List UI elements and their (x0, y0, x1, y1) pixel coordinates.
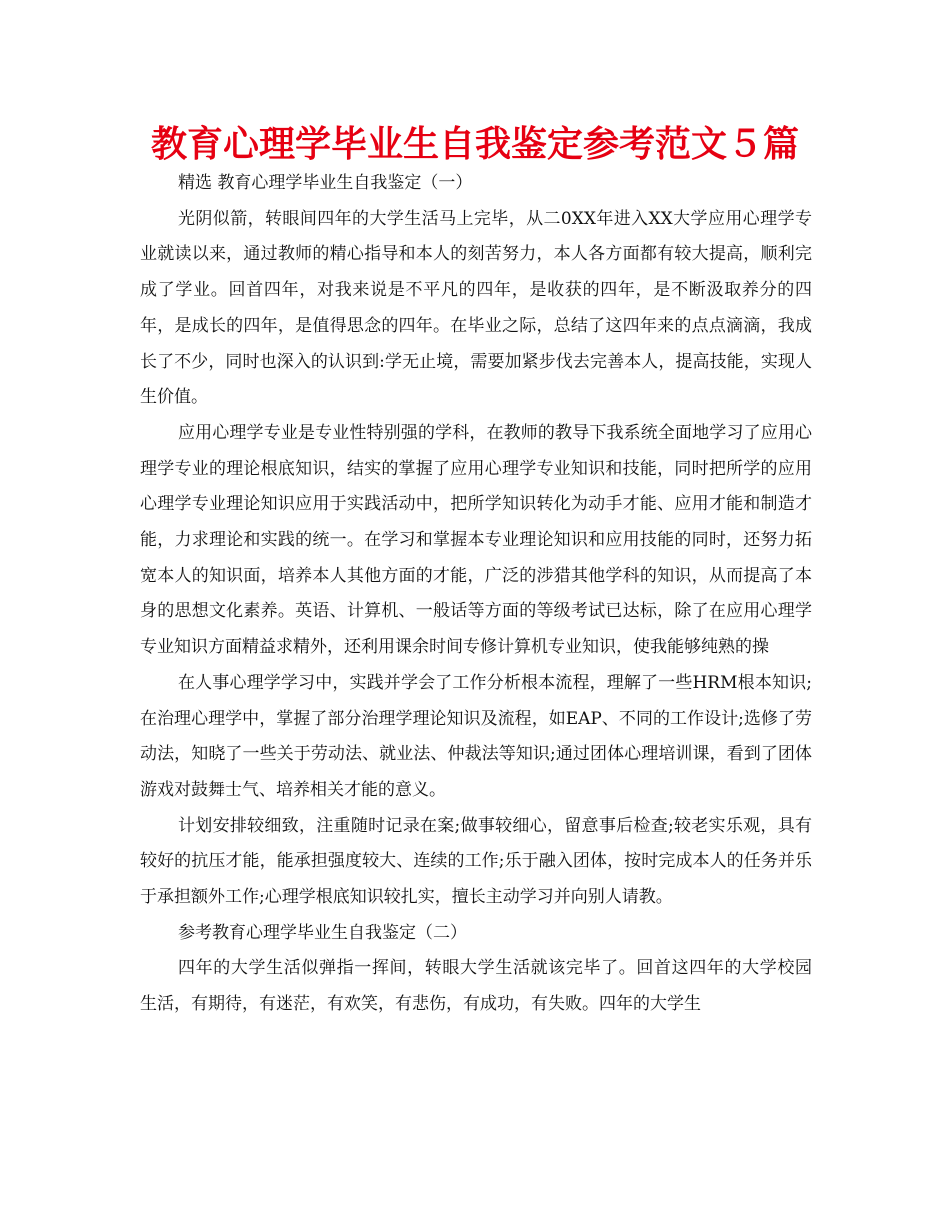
paragraph: 在人事心理学学习中，实践并学会了工作分析根本流程，理解了一些HRM根本知识;在治理心理学中，掌握了部分治理学理论知识及流程，如EAP、不同的工作设计;选修了劳动法，知晓了一些关于劳动法、就业法、仲裁法等知识;通过团体心理培训课，看到了团体游戏对鼓舞士气、培养相关才能的意义。 (140, 672, 812, 800)
paragraph: 四年的大学生活似弹指一挥间，转眼大学生活就该完毕了。回首这四年的大学校园 生活，有期待，有迷茫，有欢笑，有悲伤，有成功，有失败。四年的大学生 (140, 958, 812, 1015)
section-heading-1: 精选 教育心理学毕业生自我鉴定（一） (178, 173, 473, 193)
paragraph: 应用心理学专业是专业性特别强的学科，在教师的教导下我系统全面地学习了应用心理学专业的理论根底知识，结实的掌握了应用心理学专业知识和技能，同时把所学的应用心理学专业理论知识应用于实践活动中，把所学知识转化为动手才能、应用才能和制造才能，力求理论和实践的统一。在学习和掌握本专业理论知识和应用技能的同时，还努力拓宽本人的知识面，培养本人其他方面的才能，广泛的涉猎其他学科的知识，从而提高了本身的思想文化素养。英语、计算机、一般话等方面的等级考试已达标，除了在应用心理学专业知识方面精益求精外，还利用课余时间专修计算机专业知识，使我能够纯熟的操 (140, 422, 812, 658)
paragraph: 光阴似箭，转眼间四年的大学生活马上完毕，从二0XX年进入XX大学应用心理学专业就读以来，通过教师的精心指导和本人的刻苦努力，本人各方面都有较大提高，顺利完成了学业。回首四年，对我来说是不平凡的四年，是收获的四年，是不断汲取养分的四年，是成长的四年，是值得思念的四年。在毕业之际，总结了这四年来的点点滴滴，我成长了不少，同时也深入的认识到:学无止境，需要加紧步伐去完善本人，提高技能，实现人生价值。 (140, 208, 812, 408)
document-title: 教育心理学毕业生自我鉴定参考范文５篇 (150, 124, 799, 165)
document-body (140, 166, 812, 1023)
section-heading-2: 参考教育心理学毕业生自我鉴定（二） (178, 922, 467, 943)
paragraph: 计划安排较细致，注重随时记录在案;做事较细心，留意事后检查;较老实乐观，具有较好的抗压才能，能承担强度较大、连续的工作;乐于融入团体，按时完成本人的任务并乐于承担额外工作;心理学根底知识较扎实，擅长主动学习并向别人请教。 (140, 815, 812, 908)
